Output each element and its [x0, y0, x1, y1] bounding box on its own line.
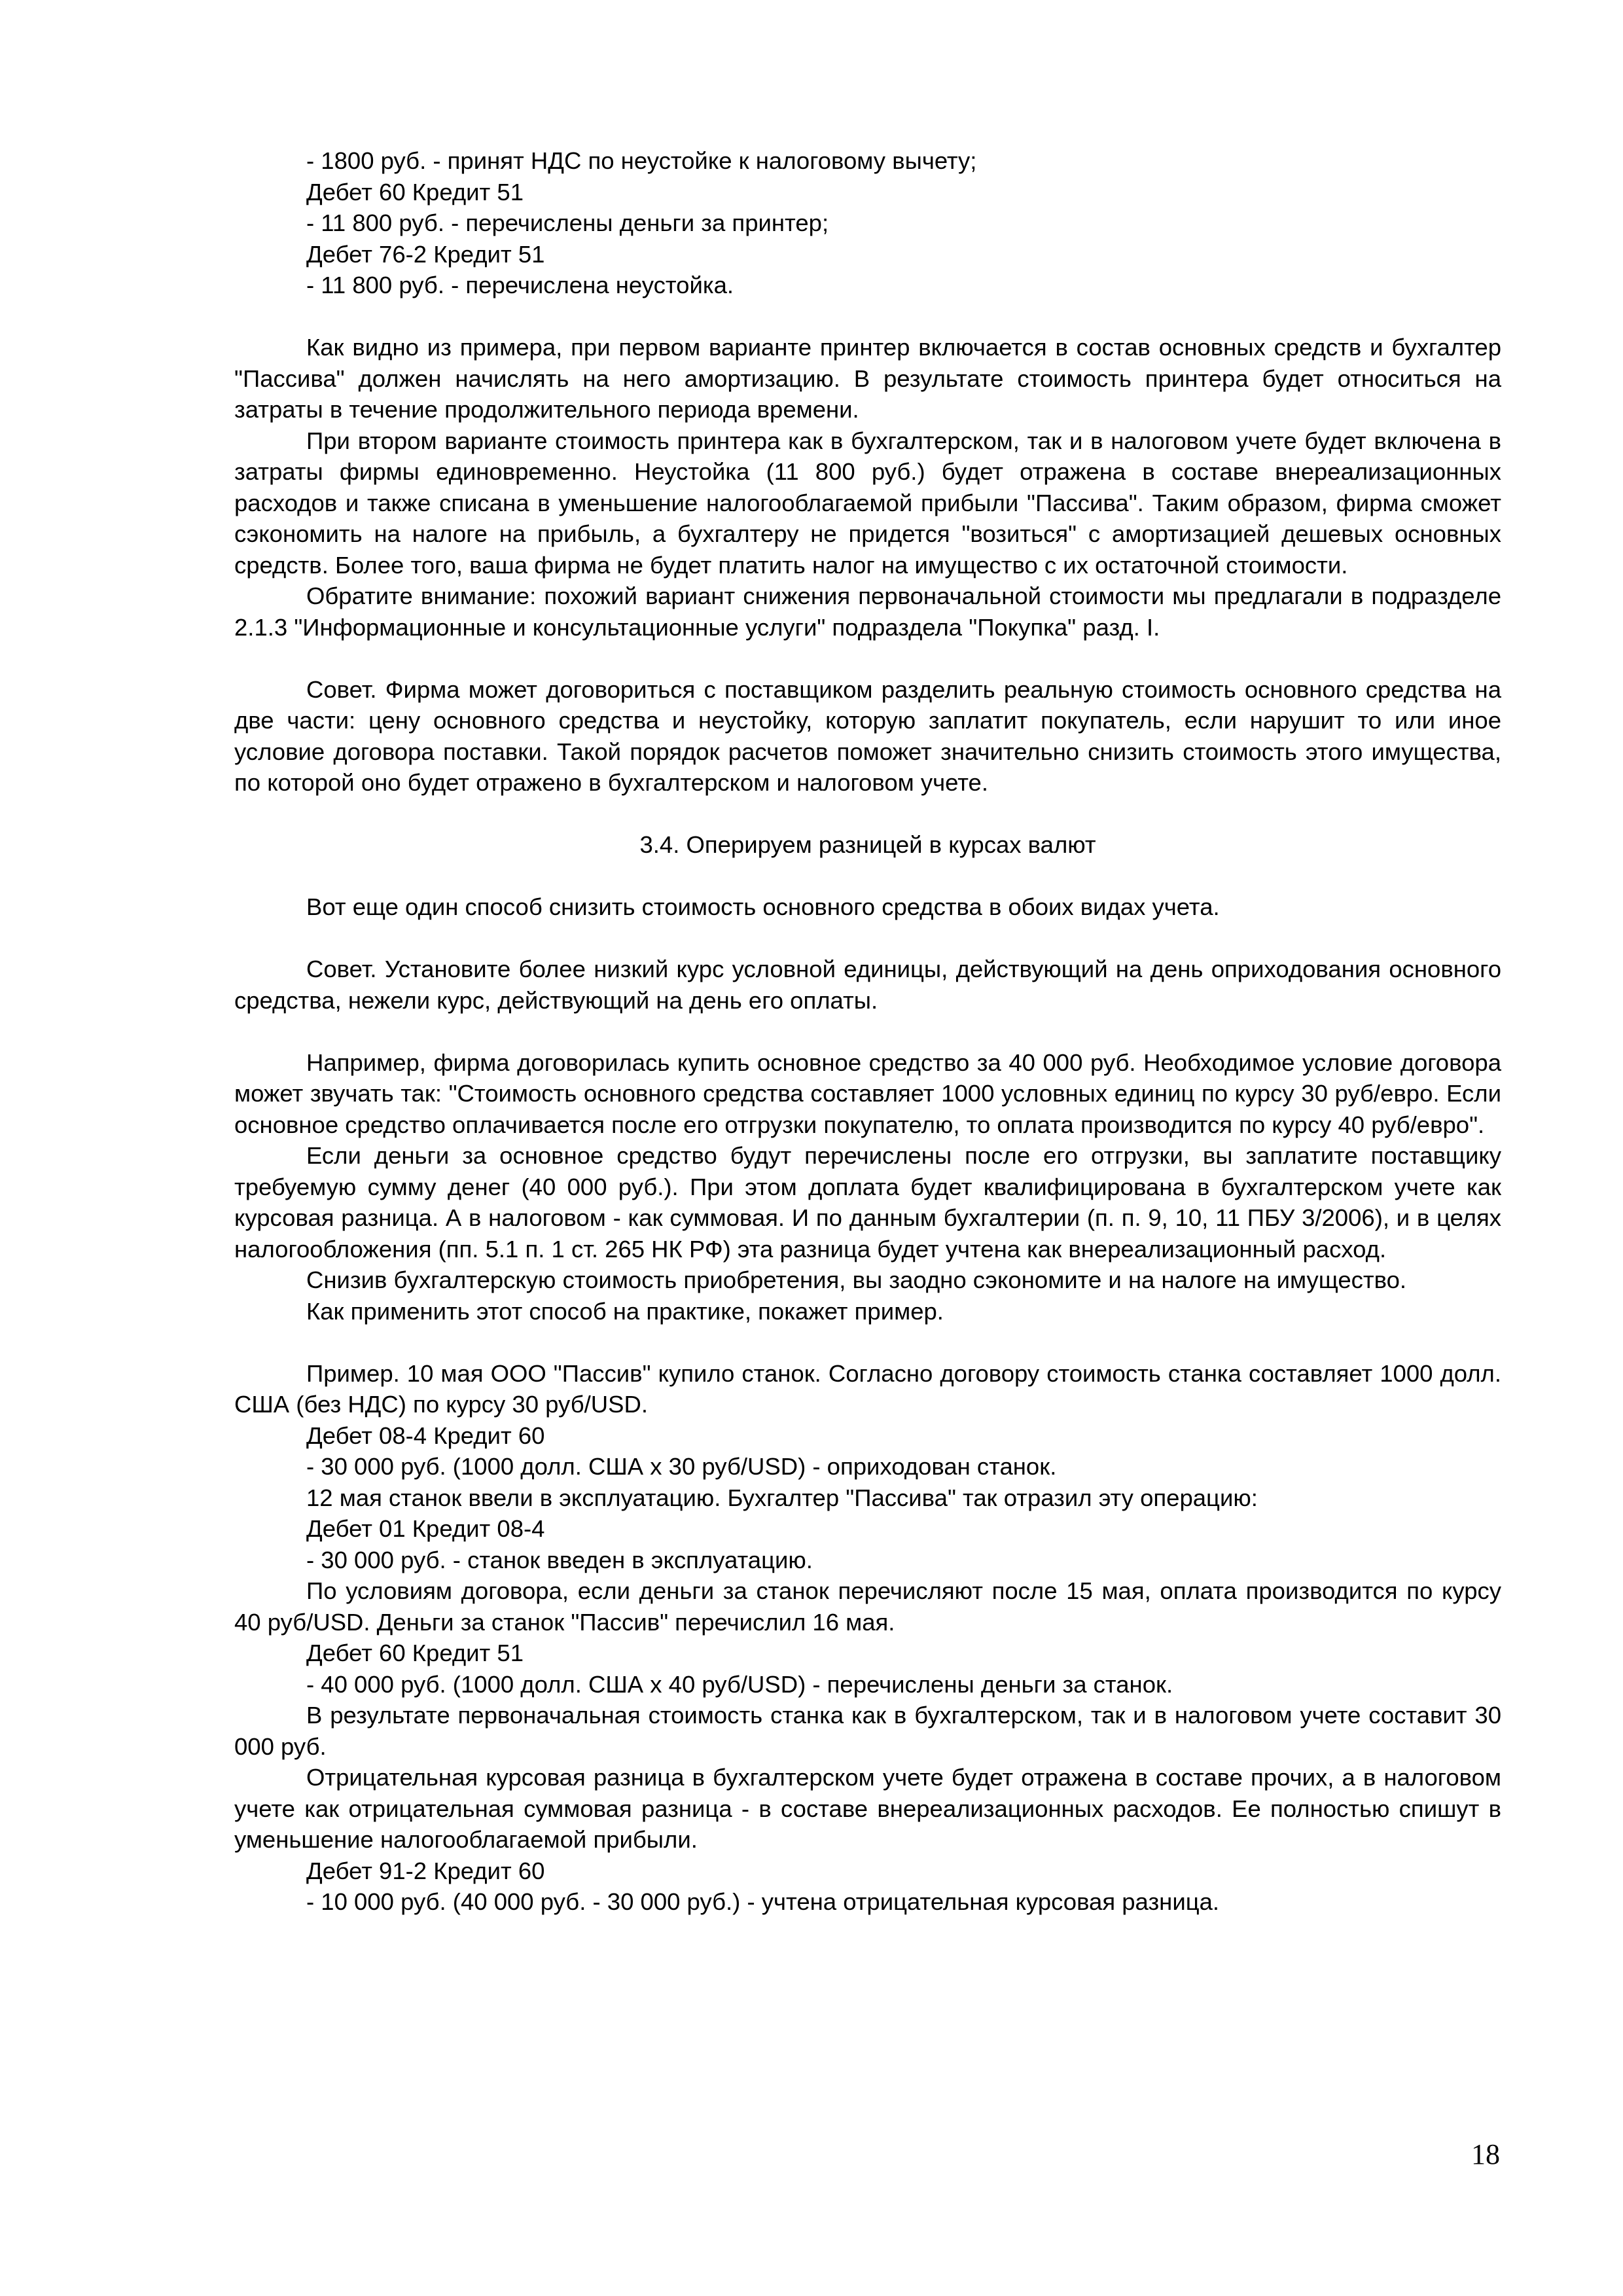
paragraph: При втором варианте стоимость принтера как в бухгалтерском, так и в налоговом учете будет включена в затраты фирмы единовременно. Неустойка (11 800 руб.) будет отражена в составе внереализационных расходов и также списана в уменьшение налогооблагаемой прибыли "Пассива". Таким образом, фирма сможет сэкономить на налоге на прибыль, а бухгалтеру не придется "возиться" с амортизацией дешевых основных средств. Более того, ваша фирма не будет платить налог на имущество с их остаточной стоимости.	[234, 427, 1501, 579]
entry-line: - 11 800 руб. - перечислена неустойка.	[306, 272, 734, 298]
spacer	[234, 1016, 1501, 1047]
entry-line: 12 мая станок ввели в эксплуатацию. Бухгалтер "Пассива" так отразил эту операцию:	[306, 1484, 1258, 1511]
example-paragraph: Отрицательная курсовая разница в бухгалтерском учете будет отражена в составе прочих, а в налоговом учете как отрицательная суммовая разница - в составе внереализационных расходов. Ее полностью спишут в уменьшение налогооблагаемой прибыли.	[234, 1764, 1501, 1853]
example-paragraph: В результате первоначальная стоимость станка как в бухгалтерском, так и в налоговом учете составит 30 000 руб.	[234, 1702, 1501, 1760]
example-paragraph: Пример. 10 мая ООО "Пассив" купило станок. Согласно договору стоимость станка составляет 1000 долл. США (без НДС) по курсу 30 руб/USD.	[234, 1359, 1501, 1418]
paragraph: Если деньги за основное средство будут перечислены после его отгрузки, вы заплатите поставщику требуемую сумму денег (40 000 руб.). При этом доплата будет квалифицирована в бухгалтерском учете как курсовая разница. А в налоговом - как суммовая. И по данным бухгалтерии (п. п. 9, 10, 11 ПБУ 3/2006), и в целях налогообложения (пп. 5.1 п. 1 ст. 265 НК РФ) эта разница будет учтена как внереализационный расход.	[234, 1142, 1501, 1263]
spacer	[234, 861, 1501, 892]
entry-line: - 30 000 руб. - станок введен в эксплуатацию.	[306, 1546, 813, 1573]
entry-line: Дебет 60 Кредит 51	[306, 1640, 524, 1666]
entry-line: Дебет 60 Кредит 51	[306, 178, 524, 206]
entry-line: - 11 800 руб. - перечислены деньги за принтер;	[306, 209, 829, 236]
paragraph: Снизив бухгалтерскую стоимость приобретения, вы заодно сэкономите и на налоге на имущество.	[306, 1266, 1407, 1293]
intro-paragraph: Вот еще один способ снизить стоимость основного средства в обоих видах учета.	[306, 893, 1220, 920]
entry-line: Дебет 91-2 Кредит 60	[306, 1857, 545, 1884]
entry-line: Дебет 01 Кредит 08-4	[306, 1515, 545, 1542]
entry-line: - 30 000 руб. (1000 долл. США x 30 руб/USD) - оприходован станок.	[306, 1453, 1057, 1480]
paragraph: Обратите внимание: похожий вариант снижения первоначальной стоимости мы предлагали в подразделе 2.1.3 "Информационные и консультационные услуги" подраздела "Покупка" разд. I.	[234, 583, 1501, 641]
entry-line: - 10 000 руб. (40 000 руб. - 30 000 руб.) - учтена отрицательная курсовая разница.	[306, 1888, 1220, 1915]
example-paragraph: По условиям договора, если деньги за станок перечисляют после 15 мая, оплата производится по курсу 40 руб/USD. Деньги за станок "Пассив" перечислил 16 мая.	[234, 1577, 1501, 1636]
paragraph: Как применить этот способ на практике, покажет пример.	[306, 1297, 944, 1325]
entry-line: Дебет 76-2 Кредит 51	[306, 240, 545, 268]
section-heading: 3.4. Оперируем разницей в курсах валют	[639, 831, 1096, 858]
entry-line: - 40 000 руб. (1000 долл. США x 40 руб/USD) - перечислены деньги за станок.	[306, 1670, 1173, 1698]
page-body	[234, 145, 1501, 1918]
entry-line: - 1800 руб. - принят НДС по неустойке к налоговому вычету;	[306, 147, 977, 174]
spacer	[234, 923, 1501, 954]
entry-line: Дебет 08-4 Кредит 60	[306, 1422, 545, 1449]
advice-paragraph: Совет. Фирма может договориться с поставщиком разделить реальную стоимость основного средства на две части: цену основного средства и неустойку, которую заплатит покупатель, если нарушит то или иное условие договора поставки. Такой порядок расчетов поможет значительно снизить стоимость этого имущества, по которой оно будет отражено в бухгалтерском и налоговом учете.	[234, 675, 1501, 796]
paragraph: Например, фирма договорилась купить основное средство за 40 000 руб. Необходимое условие договора может звучать так: "Стоимость основного средства составляет 1000 условных единиц по курсу 30 руб/евро. Если основное средство оплачивается после его отгрузки покупателю, то оплата производится по курсу 40 руб/евро".	[234, 1049, 1501, 1138]
spacer	[234, 643, 1501, 674]
page-number: 18	[1471, 2138, 1500, 2170]
spacer	[234, 798, 1501, 830]
advice-paragraph: Совет. Установите более низкий курс условной единицы, действующий на день оприходования основного средства, нежели курс, действующий на день его оплаты.	[234, 956, 1501, 1014]
spacer	[234, 301, 1501, 332]
paragraph: Как видно из примера, при первом варианте принтер включается в состав основных средств и бухгалтер "Пассива" должен начислять на него амортизацию. В результате стоимость принтера будет относиться на затраты в течение продолжительного периода времени.	[234, 334, 1501, 423]
spacer	[234, 1327, 1501, 1358]
